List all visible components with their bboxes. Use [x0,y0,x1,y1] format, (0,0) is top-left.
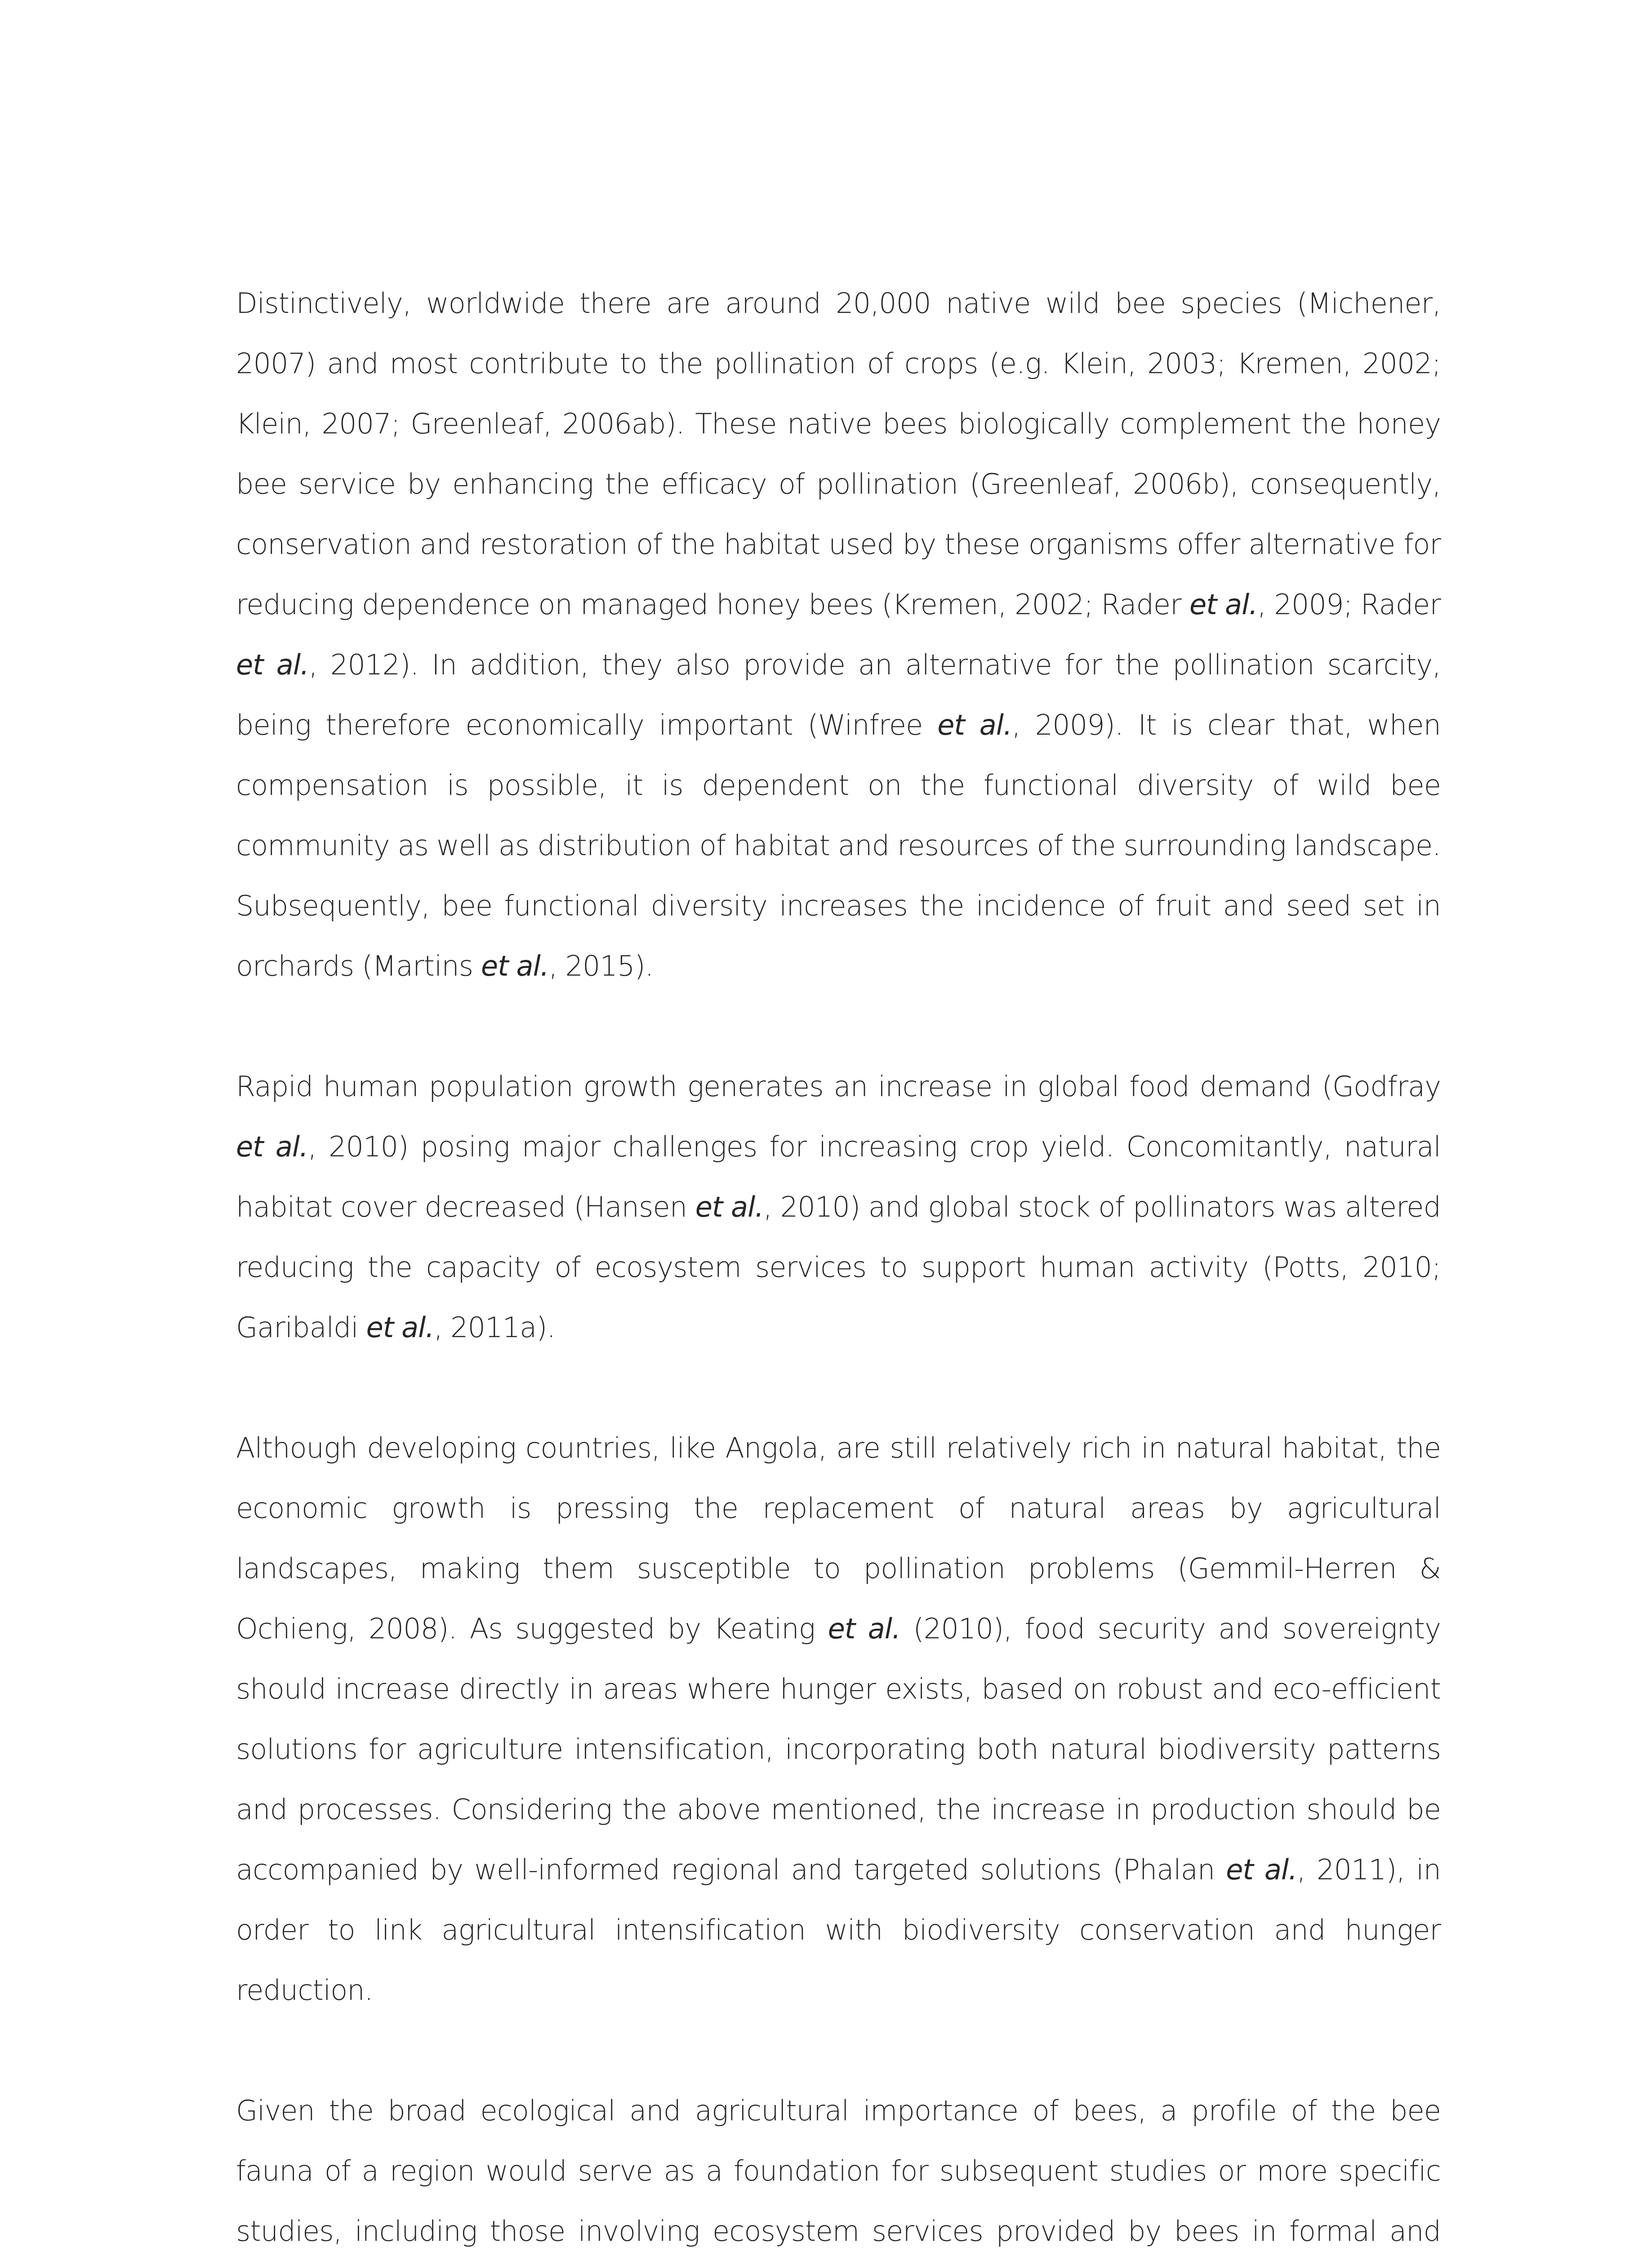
paragraph-developing-countries [236,1418,1441,2021]
citation-italic: et al. [1226,1853,1297,1886]
paragraph-population-growth [236,1057,1441,1358]
paragraph-native-bees [236,273,1441,996]
text-run: Although developing countries, like Angola, are still relatively rich in natural habitat, the economic growth is pressing the replacement of natural areas by agricultural landscapes, making them susceptible to pollination problems (Gemmil-Herren & Ochieng, 2008). As suggested by Keating [236,1432,1441,1645]
citation-italic: et al. [236,1130,308,1163]
citation-italic: et al. [828,1612,901,1645]
citation-italic: et al. [937,709,1012,741]
text-run: , 2011), in order to link agricultural intensification with biodiversity conservation and hunger reduction. [236,1853,1441,2007]
text-run: , 2009; Rader [1257,588,1441,621]
text-run: , 2011a). [434,1311,556,1344]
citation-italic: et al. [481,950,549,982]
text-run: (2010), food security and sovereignty should increase directly in areas where hunger exists, based on robust and eco-efficient solutions for agriculture intensification, incorporating both natural biodiversity patterns and processes. Considering the above mentioned, the increase in production should be accompanied by well-informed regional and targeted solutions (Phalan [236,1612,1441,1886]
citation-italic: et al. [1189,588,1258,621]
text-run: , 2015). [548,950,654,982]
text-run: Rapid human population growth generates an increase in global food demand (Godfray [236,1070,1441,1103]
citation-italic: et al. [695,1191,764,1223]
document-body [236,273,1441,2248]
paragraph-bee-fauna-profile [236,2081,1441,2248]
text-run: , 2009). It is clear that, when compensation is possible, it is dependent on the functional diversity of wild bee community as well as distribution of habitat and resources of the surrounding landscape. Subsequently, bee functional diversity increases the incidence of fruit and seed set in orchards (Martins [236,709,1441,982]
citation-italic: et al. [366,1311,434,1344]
text-run: Given the broad ecological and agricultural importance of bees, a profile of the bee fauna of a region would serve as a foundation for subsequent studies or more specific studies, including those involving ecosystem services provided by bees in formal and [236,2094,1441,2248]
text-run: , 2010) and global stock of pollinators was altered reducing the capacity of ecosystem services to support human activity (Potts, 2010; Garibaldi [236,1191,1441,1344]
text-run: , 2012). In addition, they also provide an alternative for the pollination scarcity, being therefore economically important (Winfree [236,648,1441,741]
text-run: Distinctively, worldwide there are around 20,000 native wild bee species (Michener, 2007) and most contribute to the pollination of crops (e.g. Klein, 2003; Kremen, 2002; Klein, 2007; Greenleaf, 2006ab). These native bees biologically complement the honey bee service by enhancing the efficacy of pollination (Greenleaf, 2006b), consequently, conservation and restoration of the habitat used by these organisms offer alternative for reducing dependence on managed honey bees (Kremen, 2002; Rader [236,287,1441,621]
citation-italic: et al. [236,648,309,681]
text-run: , 2010) posing major challenges for increasing crop yield. Concomitantly, natural habitat cover decreased (Hansen [236,1130,1441,1223]
